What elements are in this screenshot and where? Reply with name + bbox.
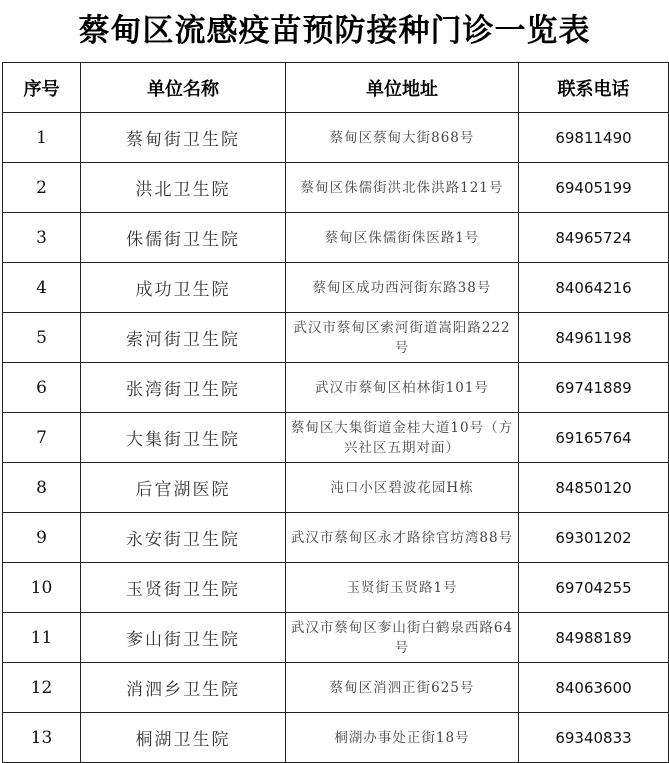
table-header-row — [3, 63, 669, 113]
row-name: 消泗乡卫生院 — [81, 663, 286, 713]
row-no: 13 — [3, 713, 81, 763]
table-row — [3, 213, 669, 263]
row-phone: 84988189 — [519, 613, 669, 663]
row-address: 武汉市蔡甸区索河街道嵩阳路222号 — [286, 313, 519, 363]
row-address: 桐湖办事处正街18号 — [286, 713, 519, 763]
row-address: 蔡甸区侏儒街侏医路1号 — [286, 213, 519, 263]
row-phone: 84063600 — [519, 663, 669, 713]
row-no: 1 — [3, 113, 81, 163]
page-title: 蔡甸区流感疫苗预防接种门诊一览表 — [78, 13, 591, 49]
row-address: 蔡甸区消泗正街625号 — [286, 663, 519, 713]
row-phone: 69340833 — [519, 713, 669, 763]
row-phone: 84850120 — [519, 463, 669, 513]
table-row — [3, 613, 669, 663]
table-row — [3, 163, 669, 213]
row-name: 洪北卫生院 — [81, 163, 286, 213]
row-address: 蔡甸区大集街道金桂大道10号（方兴社区五期对面） — [286, 413, 519, 463]
row-phone: 69704255 — [519, 563, 669, 613]
header-phone: 联系电话 — [519, 63, 669, 113]
row-name: 永安街卫生院 — [81, 513, 286, 563]
table-row — [3, 563, 669, 613]
clinic-table — [2, 62, 669, 763]
row-no: 11 — [3, 613, 81, 663]
table-row — [3, 313, 669, 363]
row-name: 侏儒街卫生院 — [81, 213, 286, 263]
table-row — [3, 113, 669, 163]
row-phone: 69811490 — [519, 113, 669, 163]
header-name: 单位名称 — [81, 63, 286, 113]
row-address: 武汉市蔡甸区柏林街101号 — [286, 363, 519, 413]
row-address: 武汉市蔡甸区奓山街白鹤泉西路64号 — [286, 613, 519, 663]
row-no: 4 — [3, 263, 81, 313]
table-row — [3, 413, 669, 463]
row-no: 7 — [3, 413, 81, 463]
row-phone: 69301202 — [519, 513, 669, 563]
row-address: 蔡甸区侏儒街洪北侏洪路121号 — [286, 163, 519, 213]
row-name: 大集街卫生院 — [81, 413, 286, 463]
row-no: 9 — [3, 513, 81, 563]
row-address: 玉贤街玉贤路1号 — [286, 563, 519, 613]
row-no: 3 — [3, 213, 81, 263]
row-phone: 69405199 — [519, 163, 669, 213]
row-no: 10 — [3, 563, 81, 613]
row-address: 蔡甸区成功西河街东路38号 — [286, 263, 519, 313]
table-row — [3, 463, 669, 513]
row-no: 6 — [3, 363, 81, 413]
table-row — [3, 513, 669, 563]
row-name: 张湾街卫生院 — [81, 363, 286, 413]
row-no: 5 — [3, 313, 81, 363]
row-phone: 69741889 — [519, 363, 669, 413]
table-row — [3, 363, 669, 413]
row-name: 蔡甸街卫生院 — [81, 113, 286, 163]
table-row — [3, 713, 669, 763]
row-address: 沌口小区碧波花园H栋 — [286, 463, 519, 513]
row-phone: 84064216 — [519, 263, 669, 313]
table-row — [3, 663, 669, 713]
row-name: 成功卫生院 — [81, 263, 286, 313]
row-no: 12 — [3, 663, 81, 713]
row-name: 后官湖医院 — [81, 463, 286, 513]
row-phone: 84965724 — [519, 213, 669, 263]
row-no: 2 — [3, 163, 81, 213]
row-name: 玉贤街卫生院 — [81, 563, 286, 613]
row-name: 索河街卫生院 — [81, 313, 286, 363]
header-no: 序号 — [3, 63, 81, 113]
row-address: 武汉市蔡甸区永才路徐官坊湾88号 — [286, 513, 519, 563]
row-name: 桐湖卫生院 — [81, 713, 286, 763]
row-address: 蔡甸区蔡甸大街868号 — [286, 113, 519, 163]
row-phone: 69165764 — [519, 413, 669, 463]
row-name: 奓山街卫生院 — [81, 613, 286, 663]
header-address: 单位地址 — [286, 63, 519, 113]
table-row — [3, 263, 669, 313]
row-no: 8 — [3, 463, 81, 513]
row-phone: 84961198 — [519, 313, 669, 363]
